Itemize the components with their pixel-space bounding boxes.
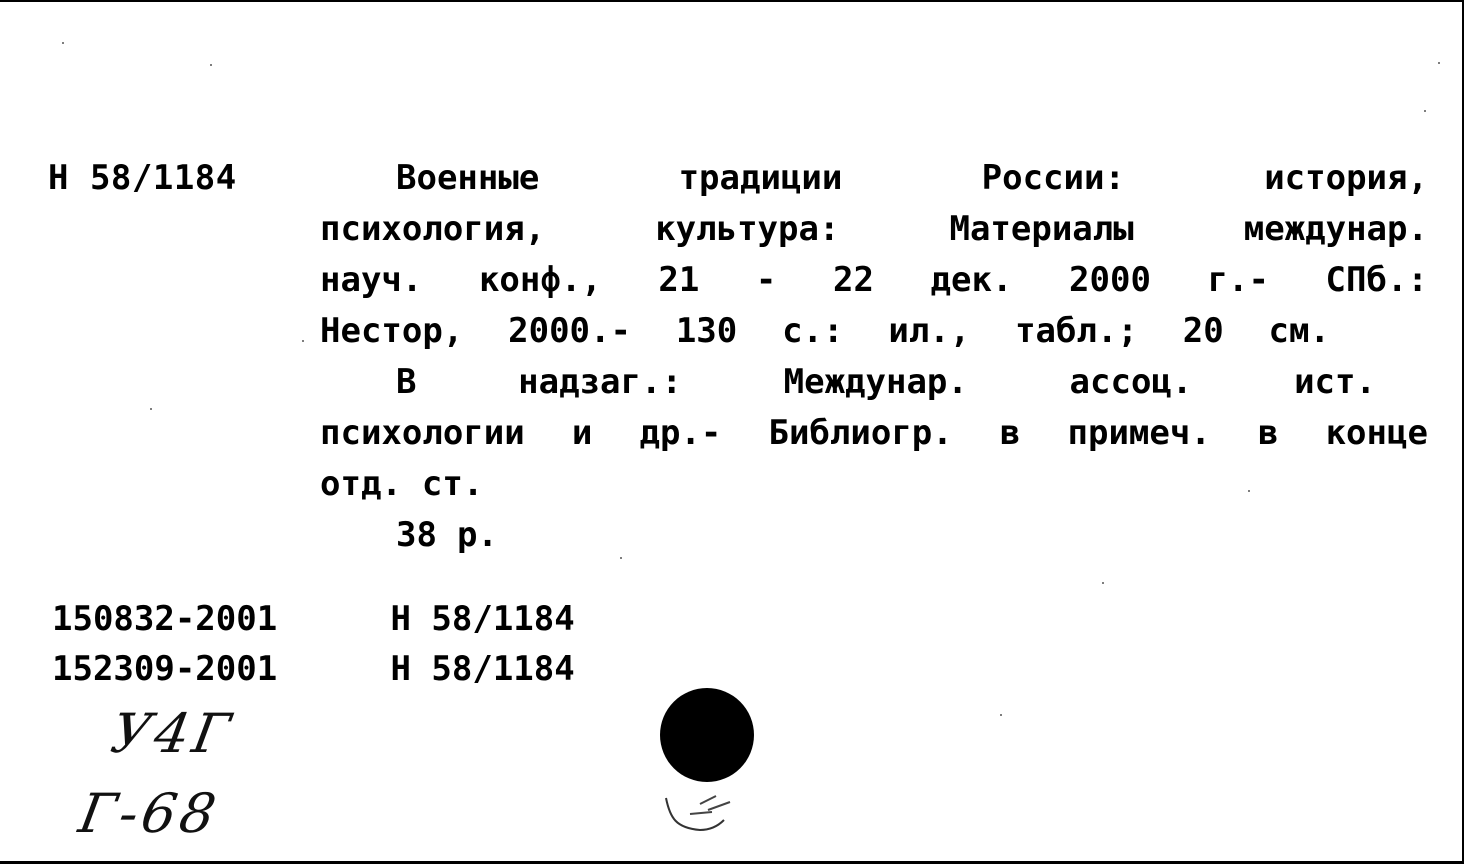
word: надзаг.: <box>518 362 682 402</box>
word: табл.; <box>1015 311 1138 351</box>
word: Нестор, <box>320 311 464 351</box>
ink-smudge <box>660 784 750 840</box>
word: ил., <box>888 311 971 351</box>
speck <box>1000 714 1002 716</box>
word: 2000 <box>1069 260 1151 300</box>
word: 2000.- <box>508 311 631 351</box>
word: 22 <box>833 260 874 300</box>
word: конце <box>1325 413 1428 453</box>
description-line <box>320 408 1428 459</box>
speck <box>1424 110 1426 112</box>
word: России: <box>981 158 1125 198</box>
word: 130 <box>675 311 738 351</box>
description-line <box>320 459 1428 510</box>
description-line <box>320 357 1376 408</box>
speck <box>1102 582 1104 584</box>
description-line <box>320 153 1428 204</box>
accession-number: 150832-2001 <box>52 599 278 639</box>
word: ст. <box>421 464 484 504</box>
word: междунар. <box>1243 209 1428 249</box>
word: традиции <box>678 158 843 198</box>
word: примеч. <box>1067 413 1211 453</box>
accession-shelfmark: Н 58/1184 <box>390 599 575 639</box>
accession-number: 152309-2001 <box>52 649 278 689</box>
word: в <box>999 413 1021 453</box>
speck <box>1438 62 1440 64</box>
word: Военные <box>396 158 540 198</box>
word: Междунар. <box>783 362 968 402</box>
speck <box>150 408 152 410</box>
shelfmark: Н 58/1184 <box>48 158 237 198</box>
word: культура: <box>655 209 840 249</box>
word: - <box>755 260 777 300</box>
word: психологии <box>320 413 525 453</box>
word: др.- <box>639 413 722 453</box>
word: дек. <box>930 260 1013 300</box>
speck <box>210 64 212 66</box>
word: с.: <box>782 311 844 351</box>
word: г.- <box>1207 260 1269 300</box>
word: конф., <box>478 260 602 300</box>
accession-shelfmark: Н 58/1184 <box>390 649 575 689</box>
word: ассоц. <box>1069 362 1193 402</box>
speck <box>62 42 64 44</box>
accession-row <box>52 594 575 645</box>
word: история, <box>1264 158 1428 198</box>
word: В <box>396 362 417 402</box>
word: в <box>1257 413 1279 453</box>
word: ист. <box>1294 362 1376 402</box>
word: Библиогр. <box>768 413 953 453</box>
price-line <box>320 510 1428 561</box>
accession-row <box>52 644 575 695</box>
word: СПб.: <box>1325 260 1428 300</box>
description-line <box>320 306 1330 357</box>
handwritten-classification: У4Г <box>106 702 239 765</box>
word: см. <box>1268 311 1330 351</box>
price-value: 38 <box>396 515 437 555</box>
handwritten-author-mark: Г-68 <box>74 782 225 845</box>
punched-hole <box>660 688 754 782</box>
word: науч. <box>320 260 423 300</box>
bibliographic-description <box>320 153 1428 561</box>
word: и <box>571 413 593 453</box>
word: психология, <box>320 209 546 249</box>
word: Материалы <box>949 209 1134 249</box>
word: 20 <box>1182 311 1224 351</box>
speck <box>302 340 304 342</box>
description-line <box>320 255 1428 306</box>
price-currency: р. <box>456 515 498 555</box>
description-line <box>320 204 1428 255</box>
word: 21 <box>658 260 700 300</box>
word: отд. <box>320 464 402 504</box>
